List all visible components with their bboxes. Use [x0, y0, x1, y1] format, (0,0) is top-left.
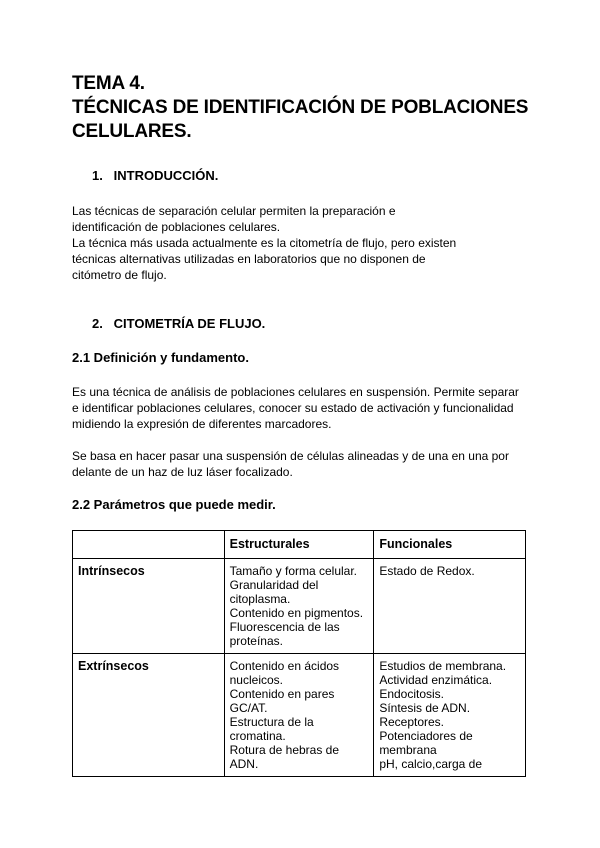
- cell-line: Endocitosis.: [379, 687, 445, 701]
- cell-line: nucleicos.: [229, 673, 283, 687]
- table-header-row: [73, 531, 526, 559]
- definition-paragraph: [72, 384, 542, 432]
- definition-line: Es una técnica de análisis de poblaciones celulares en suspensión. Permite separar: [72, 385, 519, 399]
- fundamento-line: Se basa en hacer pasar una suspensión de células alineadas y de una en una por: [72, 449, 509, 463]
- cell-line: GC/AT.: [229, 701, 268, 715]
- cell-line: Estado de Redox.: [379, 564, 475, 578]
- definition-line: midiendo la expresión de diferentes marcadores.: [72, 417, 332, 431]
- cell-intrinsecos-estructurales: [224, 559, 374, 654]
- cell-line: Síntesis de ADN.: [379, 701, 471, 715]
- subsection-2-1-heading: 2.1 Definición y fundamento.: [72, 350, 249, 365]
- table-header-funcionales: Funcionales: [374, 531, 526, 559]
- fundamento-paragraph: [72, 448, 542, 480]
- cell-line: pH, calcio,carga de: [379, 757, 483, 771]
- section-2-heading: [92, 316, 265, 331]
- intro-paragraph: [72, 203, 532, 283]
- cell-line: Contenido en pigmentos.: [229, 606, 364, 620]
- cell-line: Contenido en ácidos: [229, 659, 340, 673]
- cell-line: cromatina.: [229, 729, 286, 743]
- fundamento-line: delante de un haz de luz láser focalizado.: [72, 465, 293, 479]
- row-label-extrinsecos: Extrínsecos: [73, 654, 225, 777]
- cell-line: Contenido en pares: [229, 687, 335, 701]
- section-1-heading: [92, 168, 218, 183]
- cell-line: Receptores.: [379, 715, 445, 729]
- table-header-empty: [73, 531, 225, 559]
- document-title-line1: TEMA 4.: [72, 73, 145, 94]
- row-label-intrinsecos: Intrínsecos: [73, 559, 225, 654]
- intro-line: La técnica más usada actualmente es la citometría de flujo, pero existen: [72, 236, 457, 250]
- table-header-estructurales: Estructurales: [224, 531, 374, 559]
- table-row: [73, 654, 526, 777]
- section-2-number: 2.: [92, 316, 103, 331]
- cell-line: ADN.: [229, 757, 259, 771]
- cell-extrinsecos-funcionales: [374, 654, 526, 777]
- cell-line: Fluorescencia de las: [229, 620, 340, 634]
- intro-line: técnicas alternativas utilizadas en laboratorios que no disponen de: [72, 252, 426, 266]
- definition-line: e identificar poblaciones celulares, conocer su estado de activación y funcionalidad: [72, 401, 514, 415]
- cell-intrinsecos-funcionales: [374, 559, 526, 654]
- cell-line: Estudios de membrana.: [379, 659, 507, 673]
- intro-line: Las técnicas de separación celular permiten la preparación e: [72, 204, 396, 218]
- intro-line: citómetro de flujo.: [72, 268, 167, 282]
- cell-line: Estructura de la: [229, 715, 314, 729]
- cell-line: Potenciadores de: [379, 729, 473, 743]
- cell-line: Granularidad del: [229, 578, 319, 592]
- cell-line: proteínas.: [229, 634, 283, 648]
- section-1-title: INTRODUCCIÓN.: [113, 168, 219, 183]
- cell-line: Rotura de hebras de: [229, 743, 340, 757]
- document-title-line2: TÉCNICAS DE IDENTIFICACIÓN DE POBLACIONES CELULARES.: [72, 97, 529, 142]
- cell-line: membrana: [379, 743, 437, 757]
- section-2-title: CITOMETRÍA DE FLUJO.: [113, 316, 266, 331]
- cell-line: Tamaño y forma celular.: [229, 564, 358, 578]
- cell-line: citoplasma.: [229, 592, 291, 606]
- table-row: [73, 559, 526, 654]
- intro-line: identificación de poblaciones celulares.: [72, 220, 281, 234]
- parameters-table: [72, 530, 526, 777]
- subsection-2-2-heading: 2.2 Parámetros que puede medir.: [72, 497, 276, 512]
- section-1-number: 1.: [92, 168, 103, 183]
- cell-line: Actividad enzimática.: [379, 673, 493, 687]
- cell-extrinsecos-estructurales: [224, 654, 374, 777]
